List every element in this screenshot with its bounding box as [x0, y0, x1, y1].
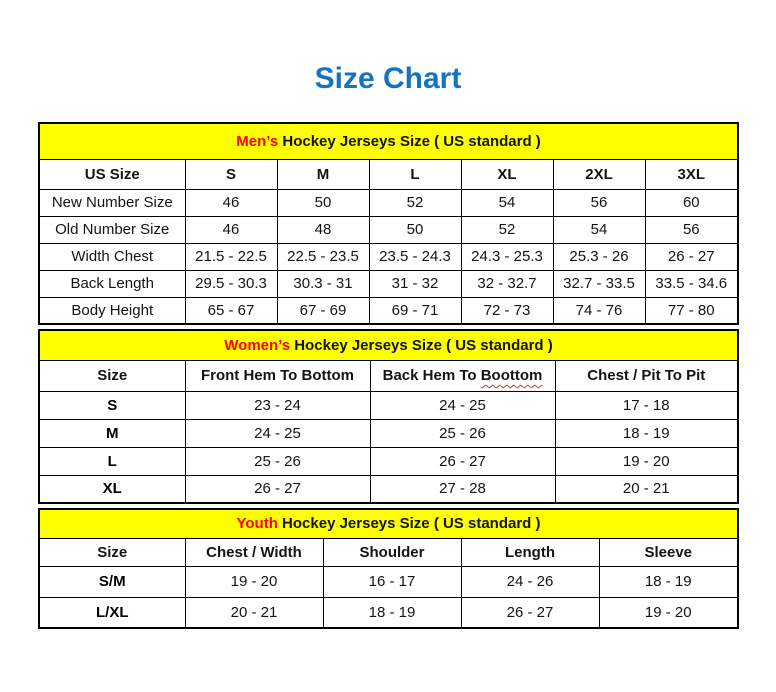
womens-header-cell — [370, 360, 555, 391]
womens-data-cell: 26 - 27 — [185, 475, 370, 503]
mens-data-cell: 52 — [369, 189, 461, 216]
womens-table-row — [39, 391, 738, 419]
womens-row-label: XL — [39, 475, 185, 503]
womens-banner — [39, 330, 738, 360]
mens-data-cell: 60 — [645, 189, 738, 216]
mens-size-table — [38, 122, 739, 325]
youth-header-cell: Size — [39, 538, 185, 566]
womens-header-row — [39, 360, 738, 391]
mens-data-cell: 67 - 69 — [277, 297, 369, 324]
youth-data-cell: 18 - 19 — [599, 566, 738, 597]
mens-data-cell: 50 — [277, 189, 369, 216]
mens-header-row — [39, 159, 738, 189]
womens-data-cell: 18 - 19 — [555, 419, 738, 447]
mens-data-cell: 52 — [461, 216, 553, 243]
mens-row-label: Width Chest — [39, 243, 185, 270]
mens-table-row — [39, 297, 738, 324]
youth-header-cell: Shoulder — [323, 538, 461, 566]
womens-data-cell: 25 - 26 — [185, 447, 370, 475]
womens-table-row — [39, 475, 738, 503]
mens-banner-row — [39, 123, 738, 159]
mens-row-label: New Number Size — [39, 189, 185, 216]
womens-data-cell: 27 - 28 — [370, 475, 555, 503]
youth-data-cell: 24 - 26 — [461, 566, 599, 597]
youth-data-cell: 19 - 20 — [599, 597, 738, 628]
mens-header-cell: US Size — [39, 159, 185, 189]
mens-table-row — [39, 189, 738, 216]
womens-data-cell: 24 - 25 — [370, 391, 555, 419]
youth-banner — [39, 509, 738, 538]
mens-data-cell: 56 — [645, 216, 738, 243]
mens-data-cell: 74 - 76 — [553, 297, 645, 324]
womens-row-label: M — [39, 419, 185, 447]
page-title: Size Chart — [314, 62, 462, 95]
mens-row-label: Back Length — [39, 270, 185, 297]
banner-text: Hockey Jerseys Size ( US standard ) — [277, 515, 541, 533]
womens-row-label: S — [39, 391, 185, 419]
mens-data-cell: 33.5 - 34.6 — [645, 270, 738, 297]
youth-data-cell: 16 - 17 — [323, 566, 461, 597]
mens-data-cell: 54 — [553, 216, 645, 243]
youth-size-table — [38, 508, 739, 629]
mens-row-label: Body Height — [39, 297, 185, 324]
mens-table-row — [39, 216, 738, 243]
womens-data-cell: 20 - 21 — [555, 475, 738, 503]
mens-data-cell: 31 - 32 — [369, 270, 461, 297]
mens-data-cell: 21.5 - 22.5 — [185, 243, 277, 270]
womens-table-row — [39, 447, 738, 475]
mens-data-cell: 46 — [185, 216, 277, 243]
misspelled-word: Boottom — [480, 367, 543, 384]
womens-banner-row — [39, 330, 738, 360]
womens-header-cell: Size — [39, 360, 185, 391]
womens-row-label: L — [39, 447, 185, 475]
womens-data-cell: 23 - 24 — [185, 391, 370, 419]
size-chart-tables — [38, 122, 737, 633]
youth-table-row — [39, 597, 738, 628]
mens-data-cell: 54 — [461, 189, 553, 216]
mens-data-cell: 48 — [277, 216, 369, 243]
mens-header-cell: XL — [461, 159, 553, 189]
youth-data-cell: 19 - 20 — [185, 566, 323, 597]
womens-data-cell: 24 - 25 — [185, 419, 370, 447]
youth-data-cell: 26 - 27 — [461, 597, 599, 628]
womens-size-table — [38, 329, 739, 504]
youth-header-cell: Sleeve — [599, 538, 738, 566]
youth-data-cell: 18 - 19 — [323, 597, 461, 628]
womens-header-cell: Chest / Pit To Pit — [555, 360, 738, 391]
banner-text: Hockey Jerseys Size ( US standard ) — [290, 336, 553, 354]
mens-header-cell: S — [185, 159, 277, 189]
womens-data-cell: 19 - 20 — [555, 447, 738, 475]
womens-table-row — [39, 419, 738, 447]
mens-data-cell: 77 - 80 — [645, 297, 738, 324]
mens-header-cell: M — [277, 159, 369, 189]
youth-data-cell: 20 - 21 — [185, 597, 323, 628]
mens-data-cell: 69 - 71 — [369, 297, 461, 324]
mens-data-cell: 30.3 - 31 — [277, 270, 369, 297]
banner-highlight: Men’s — [236, 132, 279, 150]
mens-data-cell: 46 — [185, 189, 277, 216]
youth-banner-row — [39, 509, 738, 538]
womens-data-cell: 26 - 27 — [370, 447, 555, 475]
mens-data-cell: 26 - 27 — [645, 243, 738, 270]
mens-data-cell: 72 - 73 — [461, 297, 553, 324]
banner-text: Hockey Jerseys Size ( US standard ) — [278, 132, 541, 150]
header-text: Back Hem To — [382, 367, 481, 384]
mens-data-cell: 29.5 - 30.3 — [185, 270, 277, 297]
mens-data-cell: 56 — [553, 189, 645, 216]
youth-table-row — [39, 566, 738, 597]
mens-table-row — [39, 270, 738, 297]
mens-table-row — [39, 243, 738, 270]
mens-data-cell: 32.7 - 33.5 — [553, 270, 645, 297]
banner-highlight: Youth — [236, 515, 278, 533]
youth-row-label: L/XL — [39, 597, 185, 628]
mens-data-cell: 22.5 - 23.5 — [277, 243, 369, 270]
mens-data-cell: 24.3 - 25.3 — [461, 243, 553, 270]
youth-header-cell: Chest / Width — [185, 538, 323, 566]
womens-header-cell: Front Hem To Bottom — [185, 360, 370, 391]
mens-header-cell: 2XL — [553, 159, 645, 189]
mens-banner — [39, 123, 738, 159]
youth-row-label: S/M — [39, 566, 185, 597]
mens-header-cell: L — [369, 159, 461, 189]
youth-header-cell: Length — [461, 538, 599, 566]
mens-data-cell: 65 - 67 — [185, 297, 277, 324]
banner-highlight: Women’s — [224, 336, 291, 354]
mens-data-cell: 25.3 - 26 — [553, 243, 645, 270]
youth-header-row — [39, 538, 738, 566]
mens-data-cell: 32 - 32.7 — [461, 270, 553, 297]
womens-data-cell: 25 - 26 — [370, 419, 555, 447]
womens-data-cell: 17 - 18 — [555, 391, 738, 419]
mens-data-cell: 50 — [369, 216, 461, 243]
mens-row-label: Old Number Size — [39, 216, 185, 243]
mens-header-cell: 3XL — [645, 159, 738, 189]
mens-data-cell: 23.5 - 24.3 — [369, 243, 461, 270]
